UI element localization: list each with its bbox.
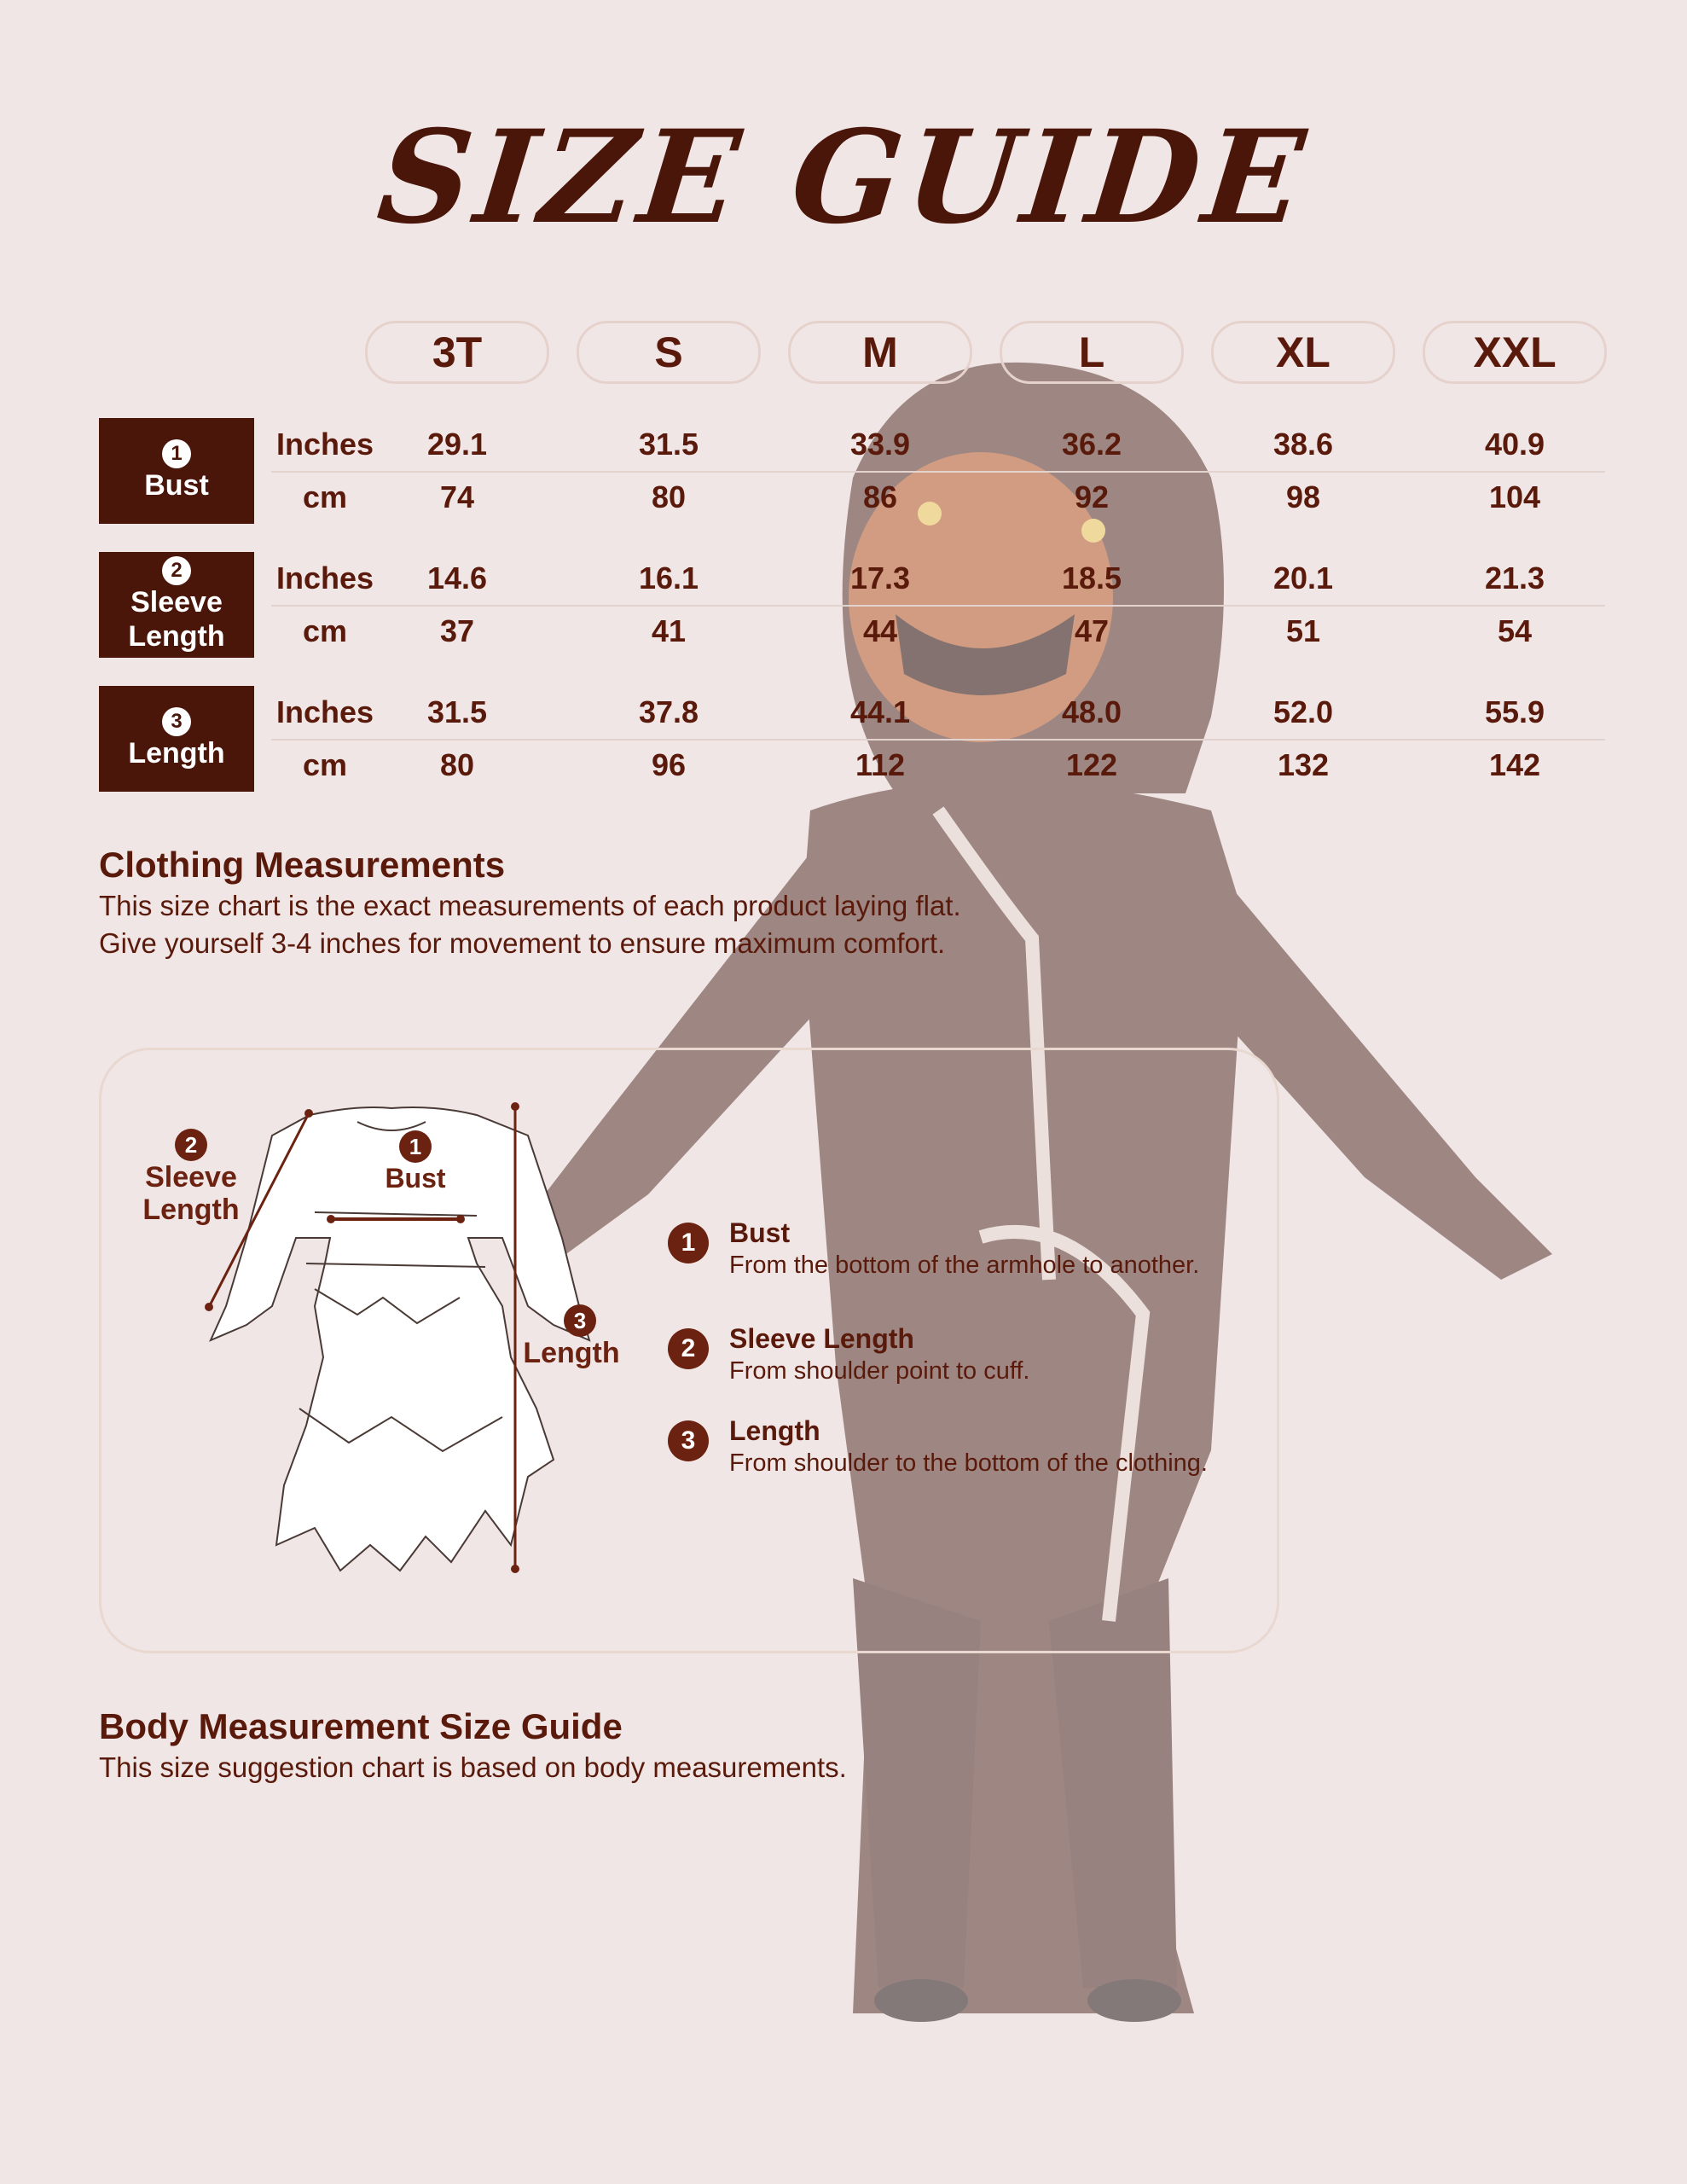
category-label: Bust (144, 469, 209, 502)
unit-inches: Inches (275, 561, 374, 595)
length-cm-xxl: 142 (1488, 747, 1541, 782)
number-badge: 2 (668, 1328, 709, 1369)
size-header-xxl: XXL (1423, 321, 1607, 384)
bust-cm-s: 80 (651, 479, 687, 514)
bust-inches-s: 31.5 (638, 427, 699, 462)
length-inches-3t: 31.5 (426, 694, 488, 729)
unit-cm: cm (302, 479, 348, 514)
bust-inches-xl: 38.6 (1272, 427, 1334, 462)
diagram-length-label: 3 Length (516, 1304, 627, 1370)
row-divider (271, 739, 1605, 741)
clothing-measurements-title: Clothing Measurements (99, 845, 506, 885)
sleeve-cm-s: 41 (651, 613, 687, 648)
length-cm-xl: 132 (1277, 747, 1330, 782)
length-inches-xxl: 55.9 (1484, 694, 1545, 729)
unit-cm: cm (302, 747, 348, 782)
number-badge: 2 (162, 556, 191, 585)
bust-inches-3t: 29.1 (426, 427, 488, 462)
sleeve-inches-xxl: 21.3 (1484, 561, 1545, 595)
length-inches-l: 48.0 (1061, 694, 1122, 729)
page-title: SIZE GUIDE (371, 102, 1316, 253)
diagram-bust-label: 1 Bust (373, 1130, 458, 1194)
clothing-measurements-line2: Give yourself 3-4 inches for movement to ensure maximum comfort. (99, 927, 946, 959)
category-label-line2: Length (128, 620, 225, 653)
category-bust (99, 418, 254, 524)
row-divider (271, 605, 1605, 607)
body-measurement-line1: This size suggestion chart is based on body measurements. (99, 1751, 847, 1783)
sleeve-inches-xl: 20.1 (1272, 561, 1334, 595)
sleeve-inches-l: 18.5 (1061, 561, 1122, 595)
size-header-xl: XL (1211, 321, 1395, 384)
number-badge: 1 (162, 439, 191, 468)
length-inches-s: 37.8 (638, 694, 699, 729)
unit-inches: Inches (275, 694, 374, 729)
length-cm-l: 122 (1065, 747, 1118, 782)
bust-cm-m: 86 (862, 479, 898, 514)
row-divider (271, 471, 1605, 473)
size-header-s: S (577, 321, 761, 384)
measurement-diagram-panel: 1 Bust 2 Sleeve Length 3 Length 1 Bust From the bottom of the armhole to another. 2 Sleeve Length From shoulder point to cuff. 3 Length From shoulder to the bottom of the clothing. (99, 1048, 1279, 1653)
bust-inches-m: 33.9 (849, 427, 911, 462)
sleeve-cm-xxl: 54 (1497, 613, 1533, 648)
sleeve-cm-m: 44 (862, 613, 898, 648)
sleeve-inches-3t: 14.6 (426, 561, 488, 595)
sleeve-inches-m: 17.3 (849, 561, 911, 595)
category-label: Length (128, 737, 225, 770)
bust-inches-l: 36.2 (1061, 427, 1122, 462)
sleeve-cm-3t: 37 (439, 613, 475, 648)
body-measurement-title: Body Measurement Size Guide (99, 1706, 623, 1746)
clothing-measurements-line1: This size chart is the exact measurements of each product laying flat. (99, 890, 961, 921)
bust-cm-l: 92 (1074, 479, 1110, 514)
number-badge: 1 (668, 1223, 709, 1263)
unit-inches: Inches (275, 427, 374, 462)
bust-cm-xl: 98 (1285, 479, 1321, 514)
size-header-3t: 3T (365, 321, 549, 384)
sleeve-cm-l: 47 (1074, 613, 1110, 648)
length-cm-m: 112 (855, 747, 906, 782)
bust-cm-3t: 74 (439, 479, 475, 514)
bust-inches-xxl: 40.9 (1484, 427, 1545, 462)
category-label-line1: Sleeve (130, 586, 223, 619)
number-badge: 3 (162, 707, 191, 736)
sleeve-cm-xl: 51 (1285, 613, 1321, 648)
category-length (99, 686, 254, 792)
diagram-sleeve-label: 2 Sleeve Length (136, 1129, 246, 1226)
length-cm-3t: 80 (439, 747, 475, 782)
size-header-l: L (1000, 321, 1184, 384)
category-sleeve-length (99, 552, 254, 658)
bust-cm-xxl: 104 (1488, 479, 1541, 514)
number-badge: 3 (668, 1420, 709, 1461)
length-cm-s: 96 (651, 747, 687, 782)
length-inches-m: 44.1 (849, 694, 911, 729)
size-header-m: M (788, 321, 972, 384)
sleeve-inches-s: 16.1 (638, 561, 699, 595)
unit-cm: cm (302, 613, 348, 648)
length-inches-xl: 52.0 (1272, 694, 1334, 729)
